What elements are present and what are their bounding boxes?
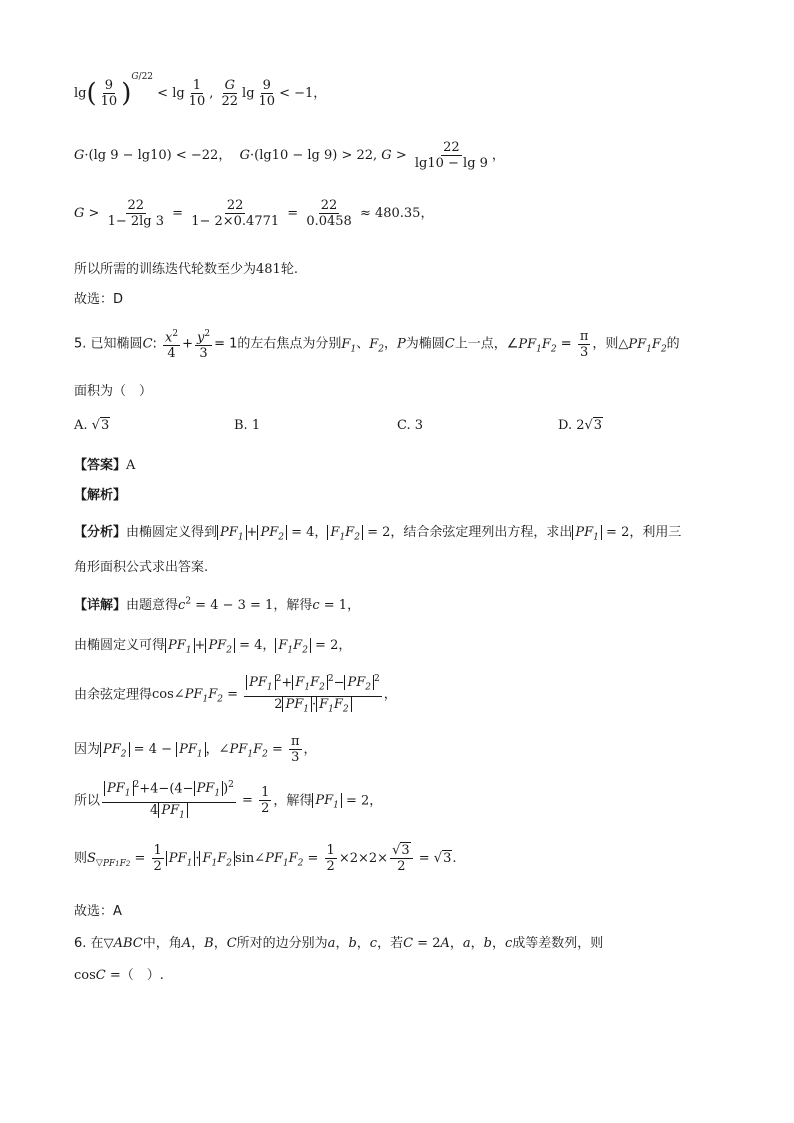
analysis-label: 【解析】 xyxy=(74,488,127,503)
question-6: 6. 在▽ABC中，角A，B，C所对的边分别为a，b，c，若C = 2A，a，b，c成等差数列，则 xyxy=(74,936,604,951)
math-line-3: G > $\frac{22}{1- 2\lg 3}$ = $\frac{22}{1- 2\times 0.4771}$ = $\frac{22}{0.0458}$ ≈ 480.35， xyxy=(74,198,434,229)
option-d[interactable]: D. 2√3 xyxy=(558,418,603,433)
final-choice: 故选：A xyxy=(74,904,122,919)
option-b[interactable]: B. 1 xyxy=(234,418,261,433)
option-a[interactable]: A. √3 xyxy=(74,418,110,433)
math-line-2: G·(lg 9 − lg10) < −22， G·(lg10 − lg 9) > 22, G > $\frac{22}{\lg 10 - \lg 9}$ ， xyxy=(74,140,505,171)
fenxi-cont: 角形面积公式求出答案. xyxy=(74,560,209,575)
choice-line: 故选：D xyxy=(74,292,124,307)
cosine-line: 由余弦定理得$\cos\angle PF_1F_2$ = $\frac{PF_1^2+ F_1F_2^2- PF_2^2}{2 PF_1 \cdot F_1F_2}$ ， xyxy=(74,674,397,715)
xiangjie-line: 【详解】由题意得$c^2 = 4 - 3 = 1$，解得c = 1， xyxy=(74,596,361,613)
math-line-1: lg( $\frac{9}{10}$ )$^{G/22}$ < lg $\frac{1}{10}$ , $\frac{G}{22}$ lg $\frac{9}{10}$ < −1， xyxy=(74,72,327,109)
answer-line: 【答案】A xyxy=(74,458,136,473)
option-c[interactable]: C. 3 xyxy=(397,418,424,433)
question-5: 5. 已知椭圆C: $\frac{x^2}{4}$ + $\frac{y^2}{3}$ = 1的左右焦点为分别$F_1$、$F_2$，P为椭圆C上一点，$\angle PF_1F_2$ = $\frac{\pi}{3}$ ，则$\triangle PF_1F_2$的 xyxy=(74,328,680,362)
because-line: 因为 $PF_2 = 4 - PF_1$ ，$\angle PF_1F_2$ = $\frac{\pi}{3}$ ， xyxy=(74,734,317,765)
area-line: 则$S_{▽PF1F2}$ = $\frac{1}{2}$ $PF_1 \cdot F_1F_2$ $\sin\angle PF_1F_2$ = $\frac{1}{2}$ ×2×2× $\frac{√3}{2}$ = √3. xyxy=(74,843,457,874)
question-5-cont: 面积为（ ） xyxy=(74,384,153,399)
conclusion-line: 所以所需的训练迭代轮数至少为481轮. xyxy=(74,262,298,277)
fenxi-line: 【分析】由椭圆定义得到 $PF_1 + PF_2 = 4$， $F_1F_2 = 2$，结合余弦定理列出方程，求出 $PF_1 = 2$，利用三 xyxy=(74,525,682,543)
solve-line: 所以 $\frac{PF_1^2+4-(4- PF_1 )^2}{4 PF_1}$ = $\frac{1}{2}$ ，解得 $PF_1 = 2$， xyxy=(74,780,383,821)
definition-line: 由椭圆定义可得 $PF_1 + PF_2 = 4$， $F_1F_2 = 2$， xyxy=(74,638,352,656)
question-6-cont: cosC =（ ）. xyxy=(74,968,164,983)
